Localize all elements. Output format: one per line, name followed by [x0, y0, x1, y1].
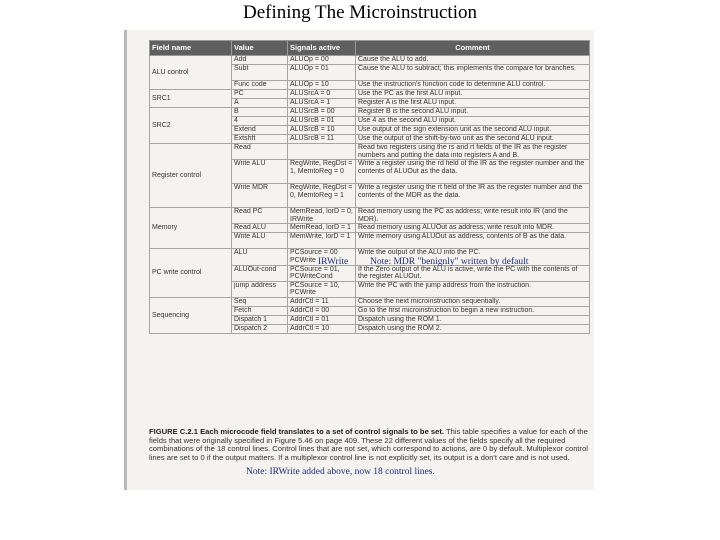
field-name-cell: PC write control [150, 249, 232, 298]
page-title: Defining The Microinstruction [243, 2, 477, 23]
value-cell: Extshft [232, 135, 288, 144]
comment-cell: Cause the ALU to add. [356, 56, 590, 65]
signals-cell: AddrCtl = 10 [288, 324, 356, 333]
signals-cell: ALUSrcB = 00 [288, 108, 356, 117]
table-row [150, 56, 590, 65]
signals-cell: MemWrite, lorD = 1 [288, 233, 356, 249]
value-cell: Add [232, 56, 288, 65]
signals-cell: PCSource = 10, PCWrite [288, 281, 356, 297]
irwrite-note: IRWrite [318, 257, 349, 267]
comment-cell: Write the PC with the jump address from the instruction. [356, 281, 590, 297]
signals-cell: ALUSrcB = 10 [288, 126, 356, 135]
signals-cell: AddrCtl = 00 [288, 306, 356, 315]
value-cell: ALU [232, 249, 288, 265]
signals-cell: ALUOp = 10 [288, 81, 356, 90]
comment-cell: Dispatch using the ROM 2. [356, 324, 590, 333]
table-header-row [150, 41, 590, 56]
value-cell: Read [232, 144, 288, 160]
value-cell: Func code [232, 81, 288, 90]
value-cell: Fetch [232, 306, 288, 315]
comment-cell: Choose the next microinstruction sequentially. [356, 297, 590, 306]
comment-cell: Use the PC as the first ALU input. [356, 90, 590, 99]
value-cell: Subt [232, 65, 288, 81]
table-row [150, 90, 590, 99]
value-cell: jump address [232, 281, 288, 297]
microcode-field-table [149, 40, 590, 334]
field-name-cell: Register control [150, 144, 232, 208]
comment-cell: Go to the first microinstruction to begin a new instruction. [356, 306, 590, 315]
comment-cell: Register B is the second ALU input. [356, 108, 590, 117]
header-value: Value [232, 41, 288, 56]
value-cell: Read ALU [232, 224, 288, 233]
comment-cell: Read memory using the PC as address; write result into IR (and the MDR). [356, 208, 590, 224]
signals-cell: AddrCtl = 11 [288, 297, 356, 306]
comment-cell: Use the output of the shift-by-two unit as the second ALU input. [356, 135, 590, 144]
comment-cell: If the Zero output of the ALU is active, write the PC with the contents of the register ALUOut. [356, 265, 590, 281]
signals-cell: ALUSrcA = 1 [288, 99, 356, 108]
comment-cell: Read two registers using the rs and rt fields of the IR as the register numbers and putting the data into registers A and B. [356, 144, 590, 160]
caption-heading: Each microcode field translates to a set of control signals to be set. [200, 427, 444, 436]
comment-cell: Read memory using ALUOut as address; write result into MDR. [356, 224, 590, 233]
comment-cell: Write a register using the rt field of the IR as the register number and the contents of the MDR as the data. [356, 184, 590, 208]
field-name-cell: SRC2 [150, 108, 232, 144]
added-lines-note: Note: IRWrite added above, now 18 control lines. [246, 467, 435, 477]
comment-cell: Register A is the first ALU input. [356, 99, 590, 108]
comment-cell: Dispatch using the ROM 1. [356, 315, 590, 324]
signals-cell: ALUSrcA = 0 [288, 90, 356, 99]
value-cell: Dispatch 2 [232, 324, 288, 333]
signals-cell: PCSource = 00 PCWrite [288, 249, 356, 265]
table-row [150, 297, 590, 306]
comment-cell: Use 4 as the second ALU input. [356, 117, 590, 126]
signals-cell [288, 144, 356, 160]
signals-cell: AddrCtl = 01 [288, 315, 356, 324]
signals-cell: MemRead, lorD = 1 [288, 224, 356, 233]
value-cell: Write ALU [232, 233, 288, 249]
comment-cell: Write memory using ALUOut as address, contents of B as the data. [356, 233, 590, 249]
comment-cell: Use the instruction's function code to determine ALU control. [356, 81, 590, 90]
field-name-cell: Sequencing [150, 297, 232, 333]
value-cell: ALUOut-cond [232, 265, 288, 281]
figure-caption [149, 428, 591, 462]
header-signals-active: Signals active [288, 41, 356, 56]
value-cell: Read PC [232, 208, 288, 224]
comment-cell: Use output of the sign extension unit as the second ALU input. [356, 126, 590, 135]
comment-cell: Write the output of the ALU into the PC. [356, 249, 590, 265]
value-cell: Write ALU [232, 160, 288, 184]
signals-cell: ALUSrcB = 01 [288, 117, 356, 126]
table-row [150, 144, 590, 160]
value-cell: B [232, 108, 288, 117]
comment-cell: Cause the ALU to subtract; this implements the compare for branches. [356, 65, 590, 81]
mdr-note: Note: MDR "benignly" written by default [370, 257, 529, 267]
signals-cell: ALUOp = 00 [288, 56, 356, 65]
header-comment: Comment [356, 41, 590, 56]
signals-cell: MemRead, lorD = 0, IRWrite [288, 208, 356, 224]
table-row [150, 108, 590, 117]
signals-cell: PCSource = 01, PCWriteCond [288, 265, 356, 281]
signals-cell: RegWrite, RegDst = 1, MemtoReg = 0 [288, 160, 356, 184]
value-cell: Dispatch 1 [232, 315, 288, 324]
signals-cell: ALUOp = 01 [288, 65, 356, 81]
value-cell: Seq [232, 297, 288, 306]
field-name-cell: Memory [150, 208, 232, 249]
comment-cell: Write a register using the rd field of the IR as the register number and the contents of ALUOut as the data. [356, 160, 590, 184]
signals-cell: ALUSrcB = 11 [288, 135, 356, 144]
signals-cell: RegWrite, RegDst = 0, MemtoReg = 1 [288, 184, 356, 208]
value-cell: 4 [232, 117, 288, 126]
table-row [150, 208, 590, 224]
caption-label: FIGURE C.2.1 [149, 427, 198, 436]
value-cell: PC [232, 90, 288, 99]
caption-text: This table specifies a value for each of the fields that were originally specified in Figure 5.46 on page 409. These 22 different values of the fields specify all the required combinations of the 18 control lines. Control lines that are not set, which correspond to actions, are 0 by default. Multiplexor control lines are set to 0 if the output matters. If a multiplexor control line is not explicitly set, its output is a don't care and is not used. [149, 427, 588, 462]
value-cell: Write MDR [232, 184, 288, 208]
header-field-name: Field name [150, 41, 232, 56]
field-name-cell: SRC1 [150, 90, 232, 108]
value-cell: Extend [232, 126, 288, 135]
value-cell: A [232, 99, 288, 108]
field-name-cell: ALU control [150, 56, 232, 90]
